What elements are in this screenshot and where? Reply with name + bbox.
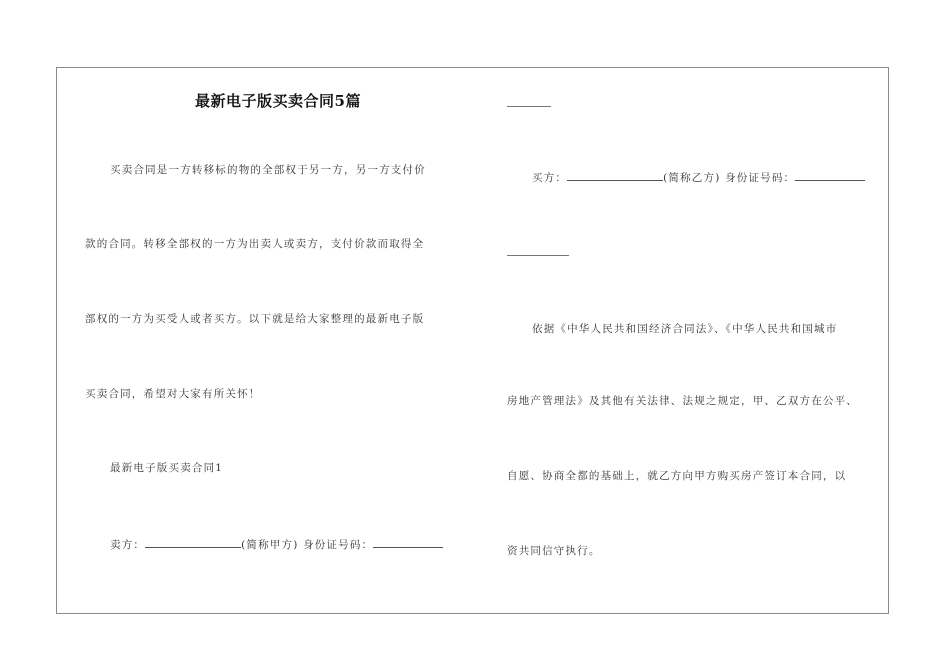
intro-line-1: 买卖合同是一方转移标的物的全部权于另一方，另一方支付价 — [110, 164, 426, 176]
buyer-id-blank — [795, 170, 865, 181]
basis-line-3: 自愿、协商全都的基础上，就乙方向甲方购买房产签订本合同，以 — [507, 470, 847, 482]
buyer-name-blank — [567, 170, 663, 181]
section-heading-1: 最新电子版买卖合同1 — [110, 462, 224, 474]
buyer-label: 买方： — [532, 172, 568, 184]
seller-name-blank — [145, 537, 241, 548]
basis-line-2: 房地产管理法》及其他有关法律、法规之规定，甲、乙双方在公平、 — [507, 395, 858, 407]
buyer-id-blank-continued — [507, 254, 569, 256]
document-title: 最新电子版买卖合同5篇 — [195, 92, 361, 110]
intro-line-2: 款的合同。转移全部权的一方为出卖人或卖方，支付价款而取得全 — [85, 238, 425, 250]
intro-line-3: 部权的一方为买受人或者买方。以下就是给大家整理的最新电子版 — [85, 313, 425, 325]
basis-line-4: 资共同信守执行。 — [507, 545, 601, 557]
seller-label: 卖方： — [110, 539, 146, 551]
seller-id-blank — [373, 537, 443, 548]
buyer-line — [507, 170, 865, 185]
intro-line-4: 买卖合同，希望对大家有所关怀！ — [85, 388, 261, 400]
document-page — [56, 67, 889, 614]
seller-id-label: 身份证号码： — [303, 539, 374, 551]
buyer-alias: (简称乙方) — [663, 172, 721, 184]
basis-line-1: 依据《中华人民共和国经济合同法》、《中华人民共和国城市 — [532, 323, 838, 335]
seller-line — [85, 537, 443, 552]
seller-alias: (简称甲方) — [241, 539, 299, 551]
buyer-id-label: 身份证号码： — [725, 172, 796, 184]
continued-id-blank — [507, 105, 551, 107]
